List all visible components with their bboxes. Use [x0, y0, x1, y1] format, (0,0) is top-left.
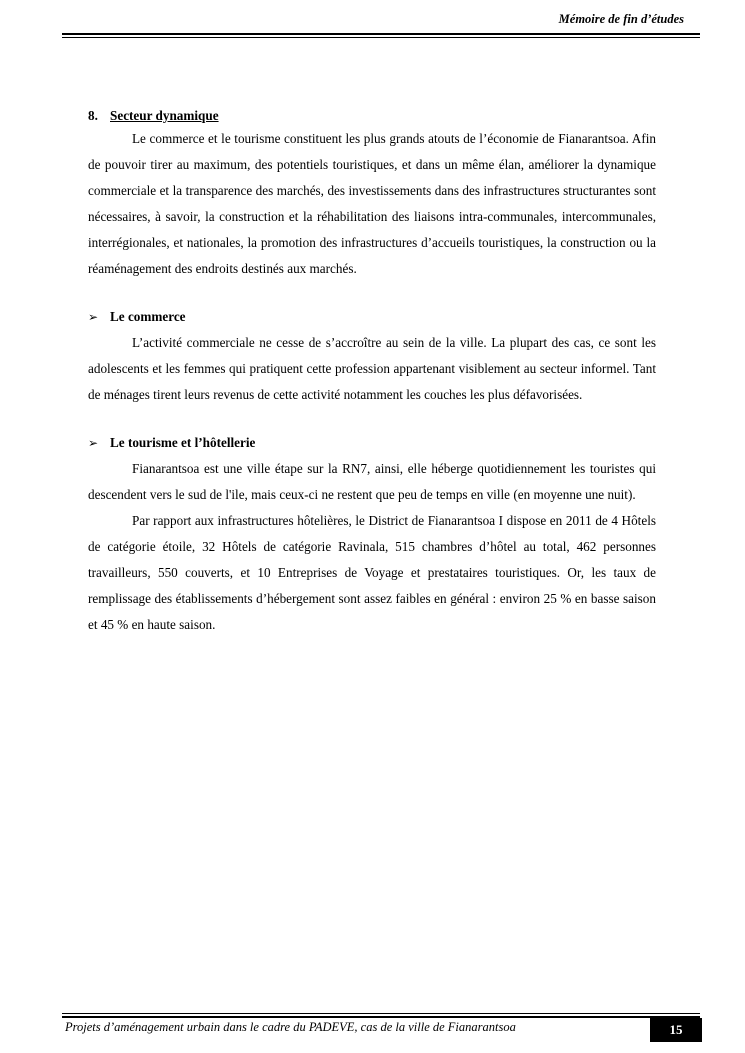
header-rule	[62, 33, 700, 35]
running-footer-text: Projets d’aménagement urbain dans le cadre du PADEVE, cas de la ville de Fianarantsoa	[65, 1020, 516, 1034]
arrow-bullet-icon: ➢	[88, 310, 99, 324]
section-heading	[88, 106, 656, 126]
tourisme-paragraph-2: Par rapport aux infrastructures hôtelières, le District de Fianarantsoa I dispose en 2011 de 4 Hôtels de catégorie étoile, 32 Hôtels de catégorie Ravinala, 515 chambres d’hôtel au total, 462 personnes travailleurs, 550 couverts, et 10 Entreprises de Voyage et prestataires touristiques. Or, les taux de remplissage des établissements d’hébergement sont assez faibles en général : environ 25 % en basse saison et 45 % en haute saison.	[88, 513, 656, 632]
tourisme-title: Le tourisme et l’hôtellerie	[110, 435, 256, 450]
running-header-title: Mémoire de fin d’études	[558, 12, 684, 26]
tourisme-heading	[88, 430, 656, 456]
commerce-title: Le commerce	[110, 309, 186, 324]
header-rule-thin	[62, 37, 700, 38]
footer-rule	[62, 1016, 700, 1018]
tourisme-paragraph-1: Fianarantsoa est une ville étape sur la RN7, ainsi, elle héberge quotidiennement les touristes qui descendent vers le sud de l'ile, mais ceux-ci ne restent que peu de temps en ville (en moyenne une nuit).	[88, 461, 656, 502]
arrow-bullet-icon: ➢	[88, 436, 99, 450]
commerce-heading	[88, 304, 656, 330]
page-body	[88, 106, 656, 638]
section-paragraph: Le commerce et le tourisme constituent les plus grands atouts de l’économie de Fianarantsoa. Afin de pouvoir tirer au maximum, des potentiels touristiques, et dans un même élan, améliorer la dynamique commerciale et la transparence des marchés, des investissements dans des infrastructures structurantes sont nécessaires, à savoir, la construction et la réhabilitation des liaisons intra-communales, intercommunales, interrégionales, et nationales, la promotion des infrastructures d’accueils touristiques, la construction ou la réaménagement des endroits destinés aux marchés.	[88, 131, 656, 276]
section-title: Secteur dynamique	[110, 108, 219, 123]
page-number: 15	[650, 1018, 702, 1042]
footer-rule-thin	[62, 1013, 700, 1014]
commerce-paragraph: L’activité commerciale ne cesse de s’accroître au sein de la ville. La plupart des cas, ce sont les adolescents et les femmes qui pratiquent cette profession appartenant visiblement au secteur informel. Tant de ménages tirent leurs revenus de cette activité notamment les couches les plus défavorisées.	[88, 335, 656, 402]
section-number: 8.	[88, 108, 98, 123]
